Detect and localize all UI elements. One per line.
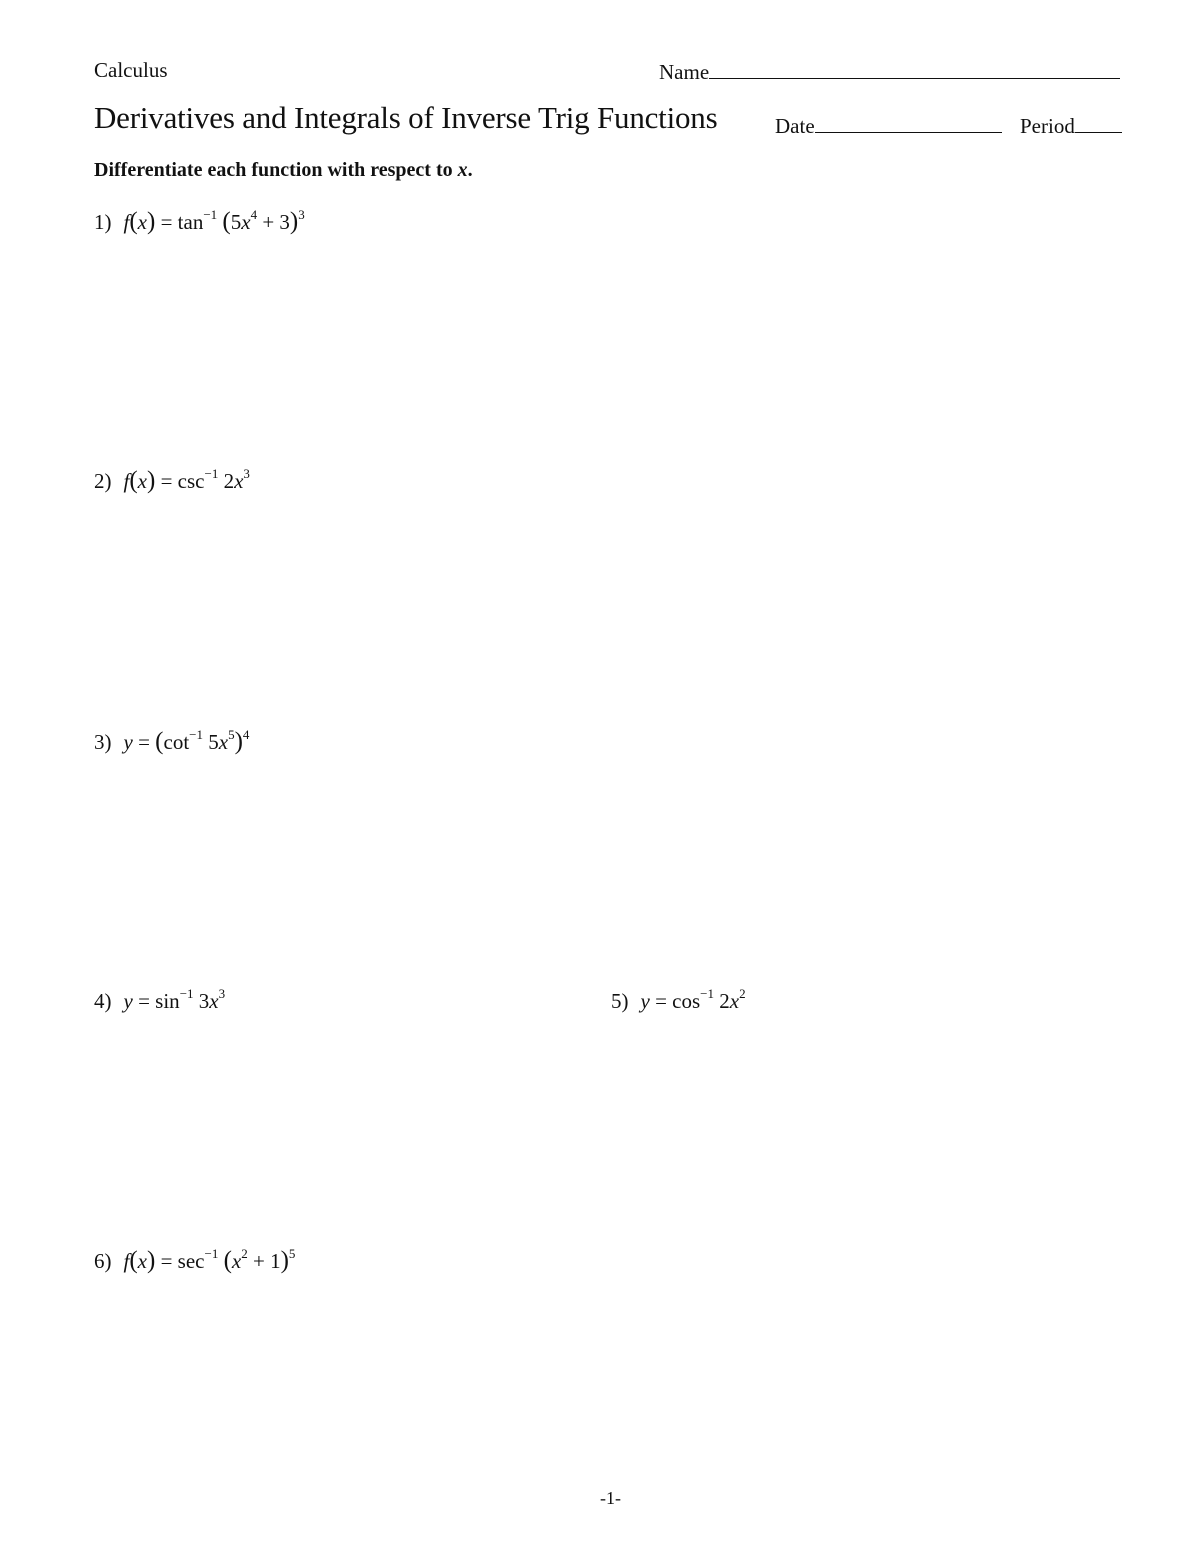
name-field[interactable] — [659, 58, 1120, 85]
problem-1: 1) $f(x) = \tan^{-1} (5x^4 + 3)^3$ — [94, 207, 305, 235]
problem-2: 2) $f(x) = \csc^{-1} 2x^3$ — [94, 466, 250, 494]
course-label: Calculus — [94, 58, 168, 82]
name-label: Name — [659, 60, 710, 84]
period-label: Period — [1020, 114, 1075, 138]
period-field[interactable] — [1020, 112, 1122, 139]
problem-3: 3) $y = (\cot^{-1}$ $5x^5)^4$ — [94, 727, 250, 755]
problem-6: 6) $f(x) = \sec^{-1} (x^2 + 1)^5$ — [94, 1246, 296, 1274]
date-label: Date — [775, 114, 815, 138]
page-number: -1- — [600, 1488, 621, 1508]
problem-4: 4) $y = \sin^{-1} 3x^3$ — [94, 986, 226, 1013]
name-blank-line[interactable] — [709, 58, 1120, 79]
instruction-variable: x — [457, 159, 468, 181]
problem-5: 5) $y = \cos^{-1} 2x^2$ — [611, 986, 746, 1013]
date-field[interactable] — [775, 112, 1002, 139]
instruction-text: Differentiate each function with respect to x. — [94, 159, 473, 181]
date-blank-line[interactable] — [815, 112, 1002, 133]
period-blank-line[interactable] — [1075, 112, 1122, 133]
worksheet-title: Derivatives and Integrals of Inverse Trig Functions — [94, 100, 718, 135]
